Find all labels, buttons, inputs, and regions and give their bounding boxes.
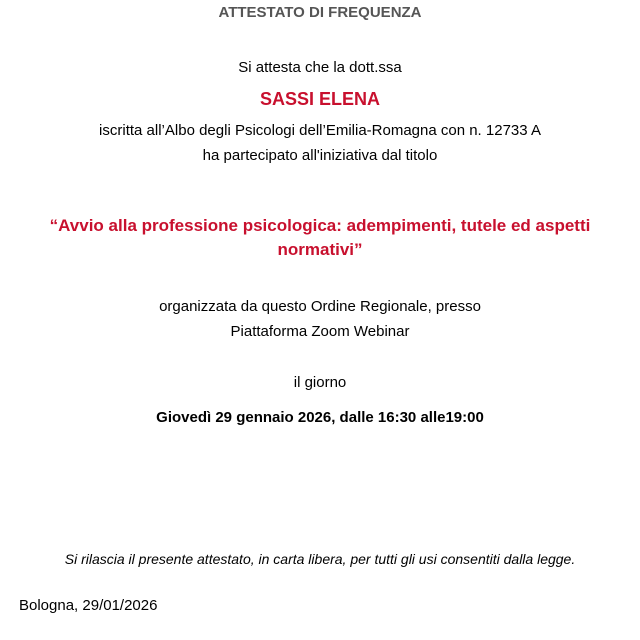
organizer-text: organizzata da questo Ordine Regionale, presso bbox=[159, 298, 481, 315]
event-title: “Avvio alla professione psicologica: adempimenti, tutele ed aspetti normativi” bbox=[49, 216, 591, 259]
participation-text: ha partecipato all'iniziativa dal titolo bbox=[202, 147, 438, 164]
intro-text: Si attesta che la dott.ssa bbox=[238, 59, 402, 76]
venue-text: Piattaforma Zoom Webinar bbox=[230, 323, 410, 340]
recipient-name: SASSI ELENA bbox=[259, 89, 381, 109]
registration-text: iscritta all’Albo degli Psicologi dell’Emilia-Romagna con n. 12733 A bbox=[99, 122, 541, 139]
place-and-date: Bologna, 29/01/2026 bbox=[19, 597, 158, 614]
certificate-header: ATTESTATO DI FREQUENZA bbox=[218, 4, 422, 21]
day-label: il giorno bbox=[293, 374, 347, 391]
event-date-time: Giovedì 29 gennaio 2026, dalle 16:30 alle19:00 bbox=[156, 409, 484, 426]
footer-note: Si rilascia il presente attestato, in carta libera, per tutti gli usi consentiti dalla legge. bbox=[64, 551, 576, 567]
